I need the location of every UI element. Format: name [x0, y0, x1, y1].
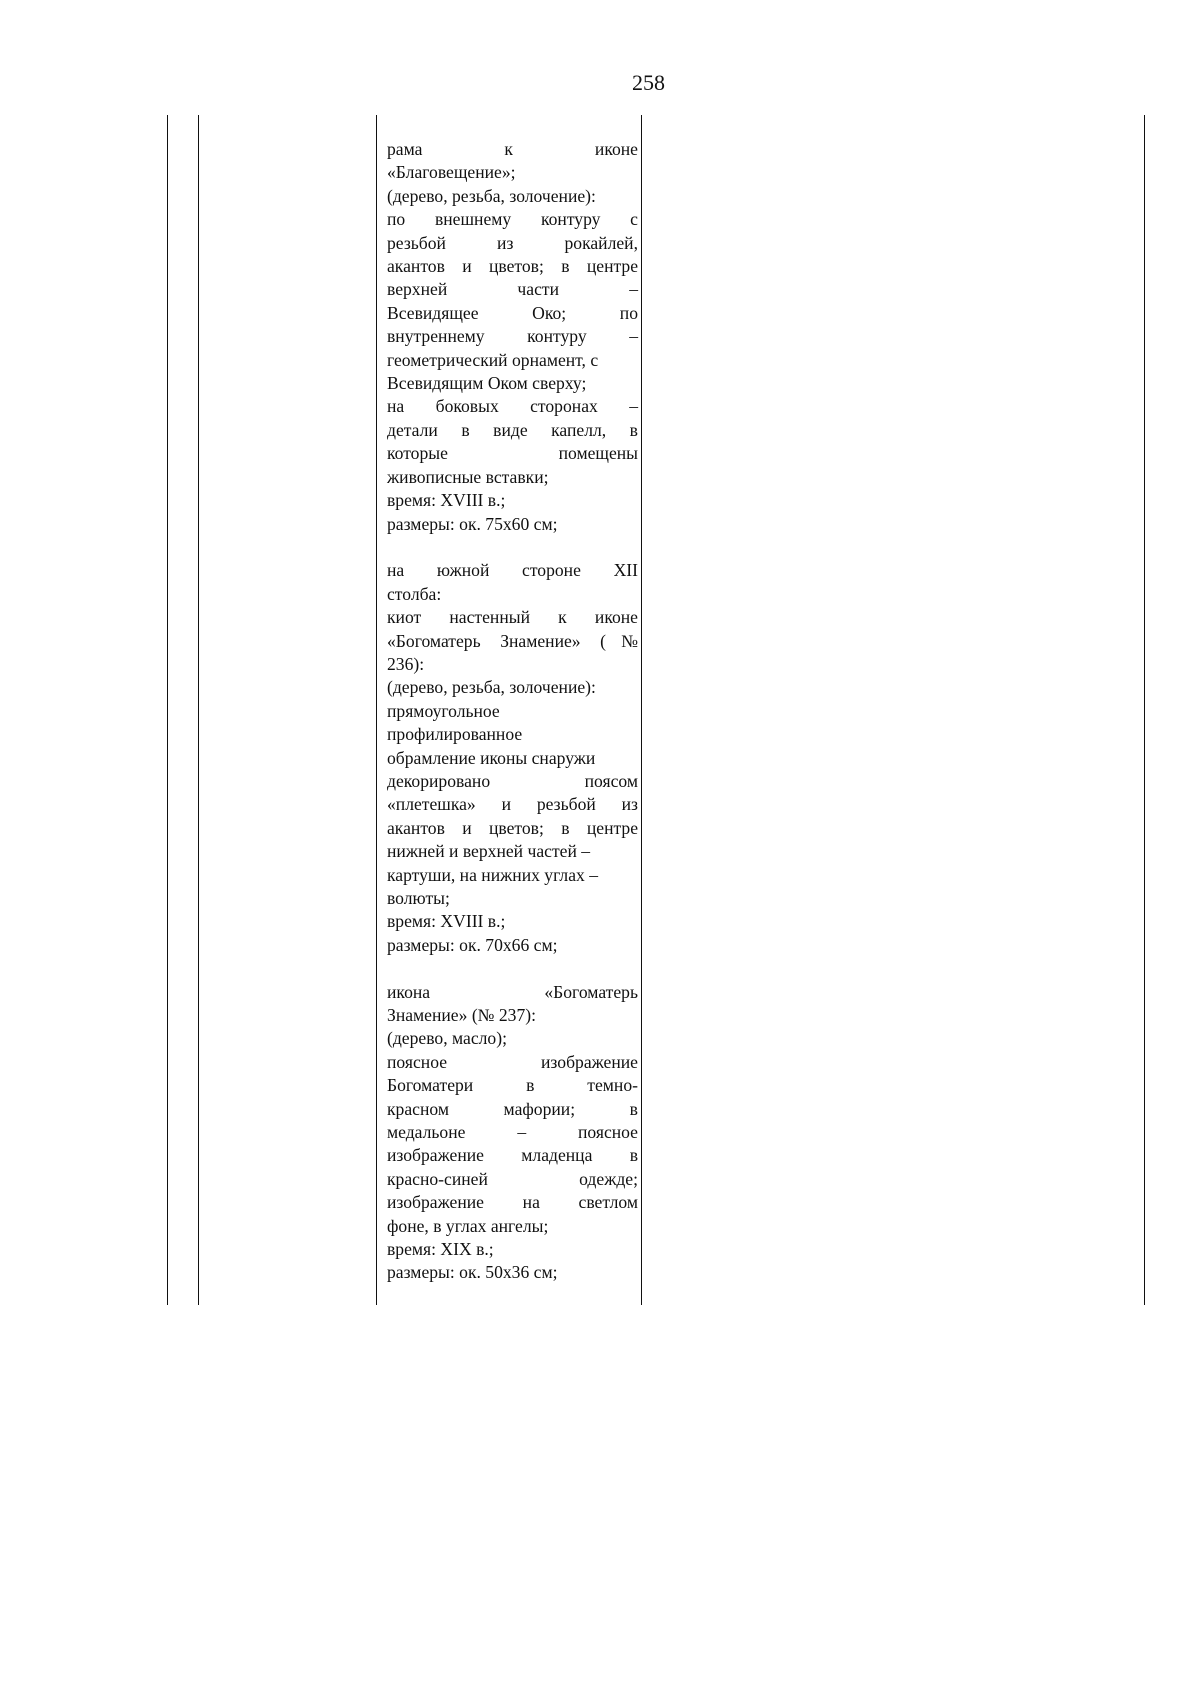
inventory-entry: [387, 138, 638, 536]
text-line: красном мафории; в: [387, 1098, 638, 1119]
text-line: декорировано поясом: [387, 770, 638, 791]
text-line: по внешнему контуру с: [387, 209, 638, 230]
inventory-entry: [387, 981, 638, 1285]
text-line: резьбой из рокайлей,: [387, 232, 638, 253]
text-line: (дерево, масло);: [387, 1028, 507, 1049]
text-line: изображение на светлом: [387, 1192, 638, 1213]
text-line: «Богоматерь Знамение» (№: [387, 630, 638, 651]
text-line: Богоматери в темно-: [387, 1075, 638, 1096]
description-column: [387, 138, 638, 1308]
text-line: прямоугольное: [387, 700, 500, 721]
text-line: обрамление иконы снаружи: [387, 747, 596, 768]
text-line: картуши, на нижних углах –: [387, 864, 599, 885]
inventory-entry: [387, 559, 638, 957]
text-line: размеры: ок. 50х36 см;: [387, 1262, 558, 1283]
text-line: размеры: ок. 70х66 см;: [387, 934, 558, 955]
text-line: (дерево, резьба, золочение):: [387, 185, 596, 206]
table-border-left-outer: [167, 115, 168, 1305]
page-number: 258: [632, 70, 665, 95]
text-line: киот настенный к иконе: [387, 607, 638, 628]
text-line: Всевидящее Око; по: [387, 302, 638, 323]
text-line: фоне, в углах ангелы;: [387, 1215, 549, 1236]
text-line: живописные вставки;: [387, 466, 549, 487]
text-line: (дерево, резьба, золочение):: [387, 677, 596, 698]
text-line: рама к иконе: [387, 139, 638, 159]
table-border-left-inner: [198, 115, 199, 1305]
text-line: «Благовещение»;: [387, 162, 516, 183]
text-line: красно-синей одежде;: [387, 1168, 638, 1189]
text-line: акантов и цветов; в центре: [387, 817, 638, 838]
text-line: время: XIX в.;: [387, 1239, 494, 1260]
table-border-col3-right: [641, 115, 642, 1305]
text-line: волюты;: [387, 887, 450, 908]
text-line: размеры: ок. 75х60 см;: [387, 513, 558, 534]
text-line: профилированное: [387, 724, 523, 745]
text-line: 236):: [387, 653, 425, 674]
text-line: акантов и цветов; в центре: [387, 256, 638, 277]
table-border-col3-left: [376, 115, 377, 1305]
text-line: на южной стороне XII: [387, 560, 638, 581]
text-line: столба:: [387, 583, 442, 604]
text-line: Знамение» (№ 237):: [387, 1005, 536, 1025]
text-line: которые помещены: [387, 443, 638, 464]
text-line: детали в виде капелл, в: [387, 419, 638, 440]
text-line: медальоне – поясное: [387, 1122, 638, 1143]
text-line: икона «Богоматерь: [387, 981, 638, 1002]
text-line: геометрический орнамент, с: [387, 349, 599, 370]
table-border-right: [1144, 115, 1145, 1305]
text-line: время: XVIII в.;: [387, 911, 506, 932]
text-line: внутреннему контуру –: [387, 326, 638, 347]
text-line: верхней части –: [387, 279, 638, 300]
text-line: Всевидящим Оком сверху;: [387, 373, 587, 394]
text-line: нижней и верхней частей –: [387, 841, 591, 862]
text-line: на боковых сторонах –: [387, 396, 638, 417]
text-line: изображение младенца в: [387, 1145, 638, 1166]
text-line: время: XVIII в.;: [387, 490, 506, 511]
text-line: поясное изображение: [387, 1051, 638, 1072]
text-line: «плетешка» и резьбой из: [387, 794, 638, 815]
